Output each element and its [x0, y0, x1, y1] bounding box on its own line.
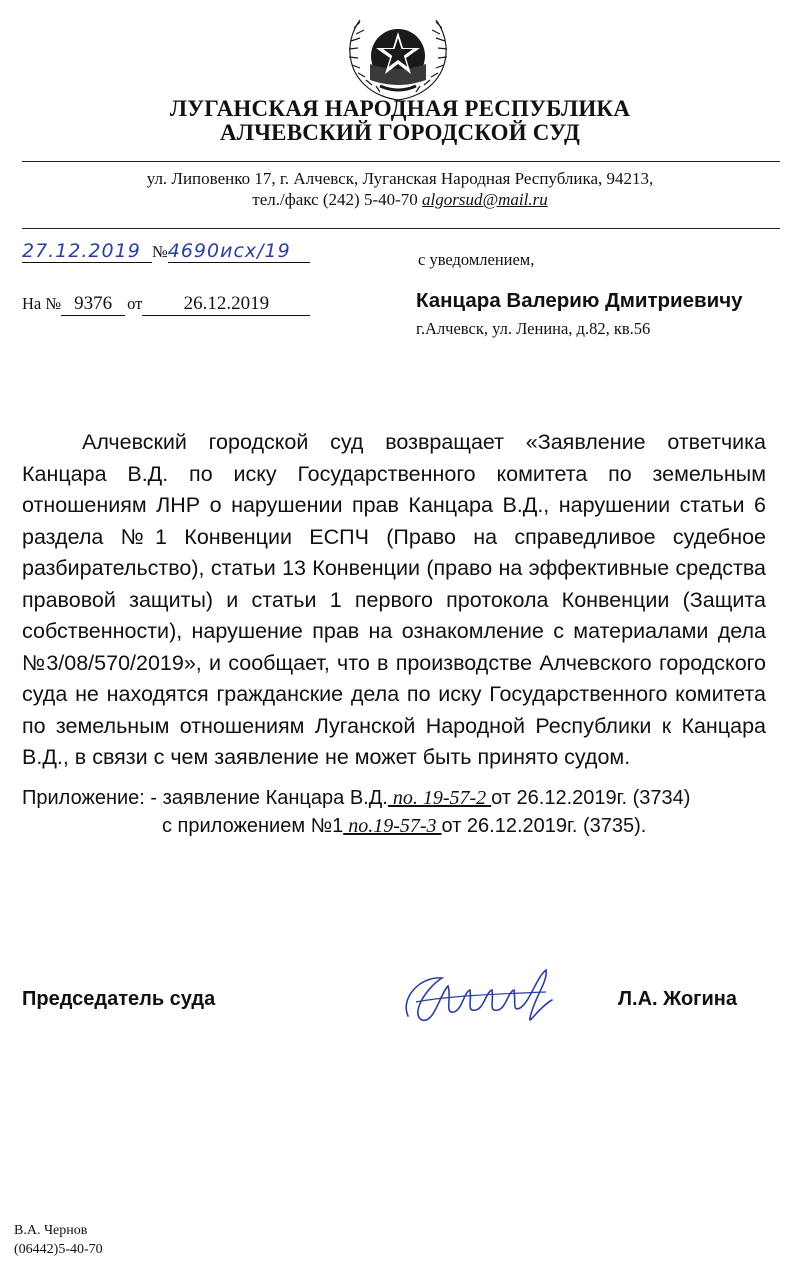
delivery-notice: с уведомлением,: [418, 250, 535, 269]
coat-of-arms-emblem: [340, 8, 456, 104]
attachment-line2-prefix: с приложением №1: [162, 815, 344, 837]
body-paragraph: Алчевский городской суд возвращает «Заявление ответчика Канцара В.Д. по иску Государственного комитета по земельным отношениям ЛНР о нарушении прав Канцара В.Д., нарушении статьи 6 раздела №1 Конвенции ЕСПЧ (Право на справедливое судебное разбирательство), статьи 13 Конвенции (право на эффективные средства правовой защиты) и статьи 1 первого протокола Конвенции (Защита собственности), нарушение прав на ознакомление с материалами дела №3/08/570/2019», и сообщает, что в производстве Алчевского городского суда не находятся гражданские дела по иску Государственного комитета по земельным отношениям Луганской Народной Республики к Канцара В.Д., в связи с чем заявление не может быть принято судом.: [22, 430, 766, 769]
attachment-line2-ref: по.19-57-3: [343, 815, 442, 837]
reference-from-label: от: [127, 294, 143, 313]
outgoing-date-handwritten: 27.12.2019: [22, 240, 152, 263]
org-name-line2: АЛЧЕВСКИЙ ГОРОДСКОЙ СУД: [219, 120, 581, 145]
attachment-line1-suffix: от 26.12.2019г. (3734): [491, 787, 691, 809]
attachment-line1-prefix: Приложение: - заявление Канцара В.Д.: [22, 787, 388, 809]
attachment-line1-ref: по. 19-57-2: [387, 787, 492, 809]
attachment-line1: [22, 787, 690, 810]
attachment-line2-suffix: от 26.12.2019г. (3735).: [441, 815, 647, 837]
outgoing-number-handwritten: 4690исх/19: [168, 240, 310, 263]
court-email: algorsud@mail.ru: [422, 190, 548, 209]
reference-prefix: На №: [22, 294, 62, 313]
recipient-name: Канцара Валерию Дмитриевичу: [416, 289, 743, 312]
outgoing-number-label: №: [152, 242, 168, 261]
court-phone: тел./факс (242) 5-40-70: [252, 190, 418, 209]
reference-line: [22, 293, 310, 316]
signatory-name: Л.А. Жогина: [618, 988, 738, 1010]
executor-phone: (06442)5-40-70: [14, 1242, 103, 1257]
reference-date: 26.12.2019: [142, 293, 310, 316]
attachment-line2: [162, 815, 646, 838]
org-name-line1: ЛУГАНСКАЯ НАРОДНАЯ РЕСПУБЛИКА: [169, 96, 631, 121]
reference-number: 9376: [61, 293, 125, 316]
executor-name: В.А. Чернов: [14, 1223, 88, 1238]
outgoing-number-line: [22, 240, 322, 263]
court-contacts: [0, 190, 800, 210]
recipient-address: г.Алчевск, ул. Ленина, д.82, кв.56: [416, 319, 651, 338]
letter-body: [22, 427, 766, 774]
court-address: ул. Липовенко 17, г. Алчевск, Луганская Народная Республика, 94213,: [146, 169, 654, 188]
header-divider-bottom: [22, 228, 780, 229]
header-divider-top: [22, 161, 780, 162]
signatory-position: Председатель суда: [22, 988, 216, 1010]
handwritten-signature: [396, 958, 566, 1032]
